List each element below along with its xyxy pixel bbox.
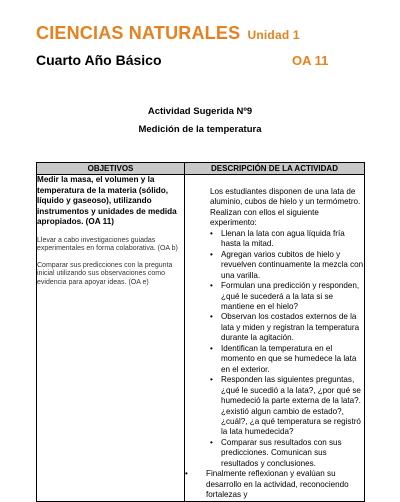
bullet-icon: • [210,375,213,385]
unit-label: Unidad 1 [247,28,300,42]
bullet-icon: • [210,343,213,353]
objective-e: Comparar sus predicciones con la pregunta inicial utilizando sus observaciones como evidencia para apoyar ideas. (OA e) [37,262,173,286]
main-objective: Medir la masa, el volumen y la temperatura de la materia (sólido, líquido y gaseoso), utilizando instrumentos y unidades de medida apropiados. (OA 11) [37,175,177,226]
description-cell [185,175,365,502]
step-item: • Responden las siguientes preguntas, ¿qué le sucedió a la lata?, ¿por qué se humedeció la parte externa de la lata?. ¿existió algun cambio de estado?, ¿cuál?, ¿a qué temperatura se registró la lata humedecida? [210,375,361,437]
bullet-icon: • [210,312,213,322]
activity-subtitle: Medición de la temperatura [138,124,262,135]
objectives-header: OBJETIVOS [37,163,185,175]
bullet-icon: • [210,281,213,291]
step-item: • Formulan una predicción y responden, ¿qué le sucederá a la lata si se mantiene en el hielo? [210,281,360,311]
objective-b: Llevar a cabo investigaciones guiadas experimentales en forma colaborativa. (OA b) [37,236,178,252]
closing-item: • Finalmente reflexionan y evalúan su desarrollo en la actividad, reconociendo fortalezas y [185,469,349,500]
description-intro: Los estudiantes disponen de una lata de aluminio, cubos de hielo y un termómetro. Realizan con ellos el siguiente experimento: [210,187,361,228]
subject-title [36,23,300,44]
bullet-icon: • [210,228,213,238]
objectives-cell [37,175,185,502]
activity-title: Actividad Sugerida Nº9 [147,106,253,117]
step-item: • Agregan varios cubitos de hielo y revuelven continuamente la mezcla con una varilla. [210,249,364,280]
subject-name: CIENCIAS NATURALES [36,23,241,43]
step-item: • Identifican la temperatura en el momento en que se humedece la lata en el exterior. [210,343,357,374]
step-item: • Comparar sus resultados con sus predicciones. Comunican sus resultados y conclusiones. [210,437,342,468]
oa-label: OA 11 [292,53,329,68]
activity-table [36,162,365,502]
bullet-icon: • [185,469,188,479]
bullet-icon: • [210,249,213,259]
step-item: • Llenan la lata con agua líquida fría hasta la mitad. [210,228,345,249]
bullet-icon: • [210,437,213,447]
grade-label: Cuarto Año Básico [36,52,162,68]
description-header: DESCRIPCIÓN DE LA ACTIVIDAD [185,163,365,175]
step-item: • Observan los costados externos de la lata y miden y registran la temperatura durante la agitación. [210,312,360,343]
